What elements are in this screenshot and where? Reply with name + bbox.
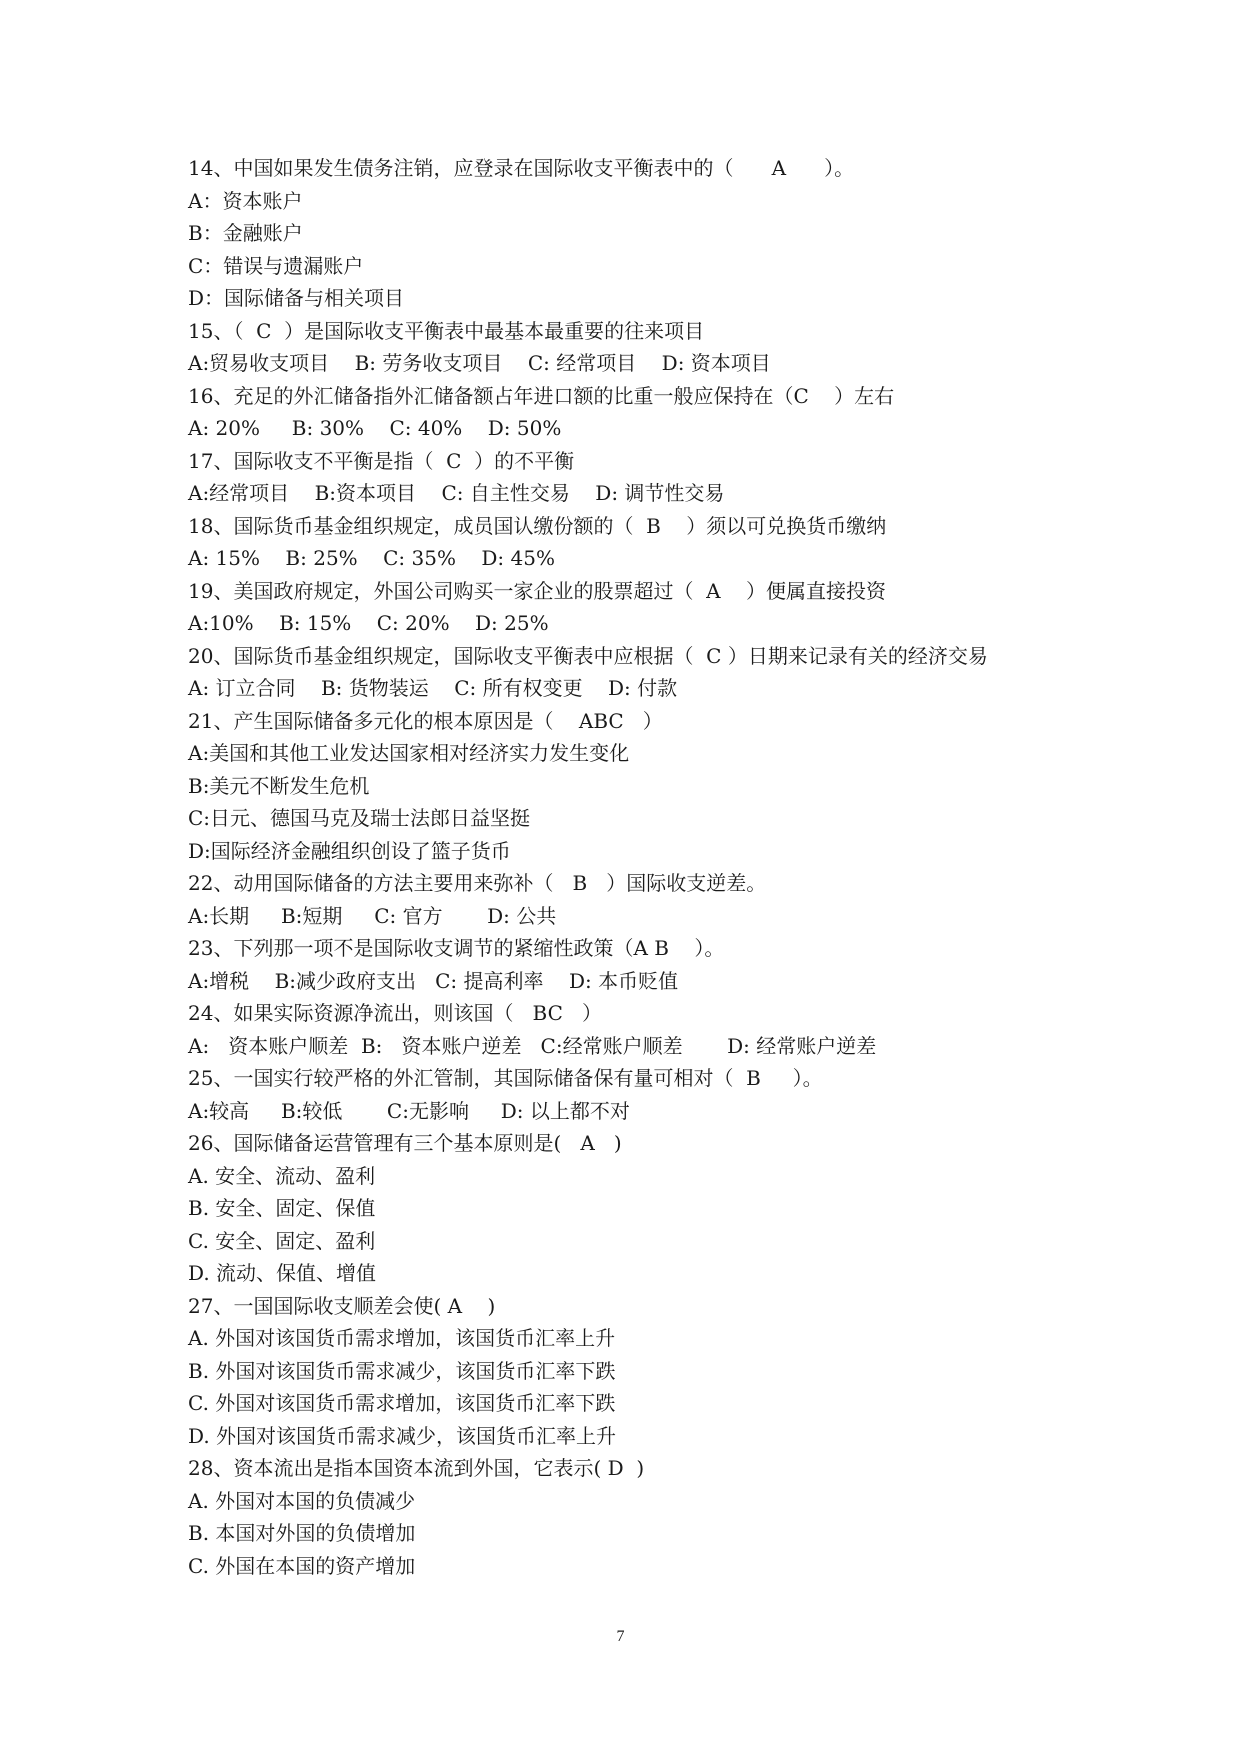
text-line: A:贸易收支项目 B: 劳务收支项目 C: 经常项目 D: 资本项目	[188, 351, 771, 375]
text-line: 15、（ C ）是国际收支平衡表中最基本最重要的往来项目	[188, 318, 705, 343]
text-line: C. 安全、固定、盈利	[188, 1228, 376, 1253]
text-line: D. 流动、保值、增值	[188, 1261, 377, 1285]
question-list	[188, 152, 1068, 1582]
text-line: A:美国和其他工业发达国家相对经济实力发生变化	[188, 741, 630, 765]
text-line: 14、中国如果发生债务注销，应登录在国际收支平衡表中的（ A ）。	[188, 156, 855, 180]
text-line: D:国际经济金融组织创设了篮子货币	[188, 838, 511, 863]
page-number: 7	[616, 1628, 625, 1645]
text-line: B：金融账户	[188, 221, 303, 245]
text-line: A：资本账户	[188, 188, 303, 213]
text-line: A: 订立合同 B: 货物装运 C: 所有权变更 D: 付款	[188, 676, 678, 700]
text-line: A:较高 B:较低 C:无影响 D: 以上都不对	[188, 1098, 630, 1123]
text-line: A:10% B: 15% C: 20% D: 25%	[188, 611, 549, 635]
text-line: C. 外国对该国货币需求增加，该国货币汇率下跌	[188, 1391, 616, 1415]
text-line: C:日元、德国马克及瑞士法郎日益坚挺	[188, 806, 531, 830]
text-line: B. 本国对外国的负债增加	[188, 1521, 416, 1545]
text-line: 26、国际储备运营管理有三个基本原则是( A )	[188, 1131, 622, 1155]
text-line: B. 安全、固定、保值	[188, 1196, 376, 1220]
text-line: A: 资本账户顺差 B: 资本账户逆差 C:经常账户顺差 D: 经常账户逆差	[188, 1033, 877, 1058]
text-line: A: 15% B: 25% C: 35% D: 45%	[188, 546, 555, 570]
text-line: A:长期 B:短期 C: 官方 D: 公共	[188, 903, 557, 928]
text-line: C. 外国在本国的资产增加	[188, 1553, 416, 1578]
text-line: D. 外国对该国货币需求减少，该国货币汇率上升	[188, 1423, 617, 1448]
text-line: B. 外国对该国货币需求减少，该国货币汇率下跌	[188, 1358, 616, 1383]
text-line: A:增税 B:减少政府支出 C: 提高利率 D: 本币贬值	[188, 968, 679, 993]
text-line: D：国际储备与相关项目	[188, 286, 405, 310]
text-line: 18、国际货币基金组织规定，成员国认缴份额的（ B ）须以可兑换货币缴纳	[188, 513, 887, 538]
text-line: 19、美国政府规定，外国公司购买一家企业的股票超过（ A ）便属直接投资	[188, 578, 887, 603]
text-line: 20、国际货币基金组织规定，国际收支平衡表中应根据（ C ）日期来记录有关的经济交易	[188, 643, 988, 668]
text-line: A. 外国对本国的负债减少	[188, 1488, 416, 1513]
text-line: A. 外国对该国货币需求增加，该国货币汇率上升	[188, 1326, 616, 1350]
text-line: 16、充足的外汇储备指外汇储备额占年进口额的比重一般应保持在（C ）左右	[188, 383, 895, 408]
text-line: B:美元不断发生危机	[188, 773, 370, 798]
text-line: C：错误与遗漏账户	[188, 253, 364, 278]
text-line: 21、产生国际储备多元化的根本原因是（ ABC ）	[188, 708, 663, 733]
text-line: A. 安全、流动、盈利	[188, 1163, 376, 1188]
text-line: A:经常项目 B:资本项目 C: 自主性交易 D: 调节性交易	[188, 481, 725, 505]
text-line: 28、资本流出是指本国资本流到外国，它表示( D )	[188, 1456, 645, 1480]
text-line: 22、动用国际储备的方法主要用来弥补（ B ）国际收支逆差。	[188, 871, 767, 895]
text-line: 24、如果实际资源净流出，则该国（ BC ）	[188, 1001, 602, 1025]
text-line: A: 20% B: 30% C: 40% D: 50%	[188, 416, 562, 440]
text-line: 25、一国实行较严格的外汇管制，其国际储备保有量可相对（ B ）。	[188, 1066, 823, 1090]
text-line: 17、国际收支不平衡是指（ C ）的不平衡	[188, 448, 575, 473]
text-line: 23、下列那一项不是国际收支调节的紧缩性政策（A B ）。	[188, 936, 725, 960]
text-line: 27、一国国际收支顺差会使( A )	[188, 1293, 496, 1318]
